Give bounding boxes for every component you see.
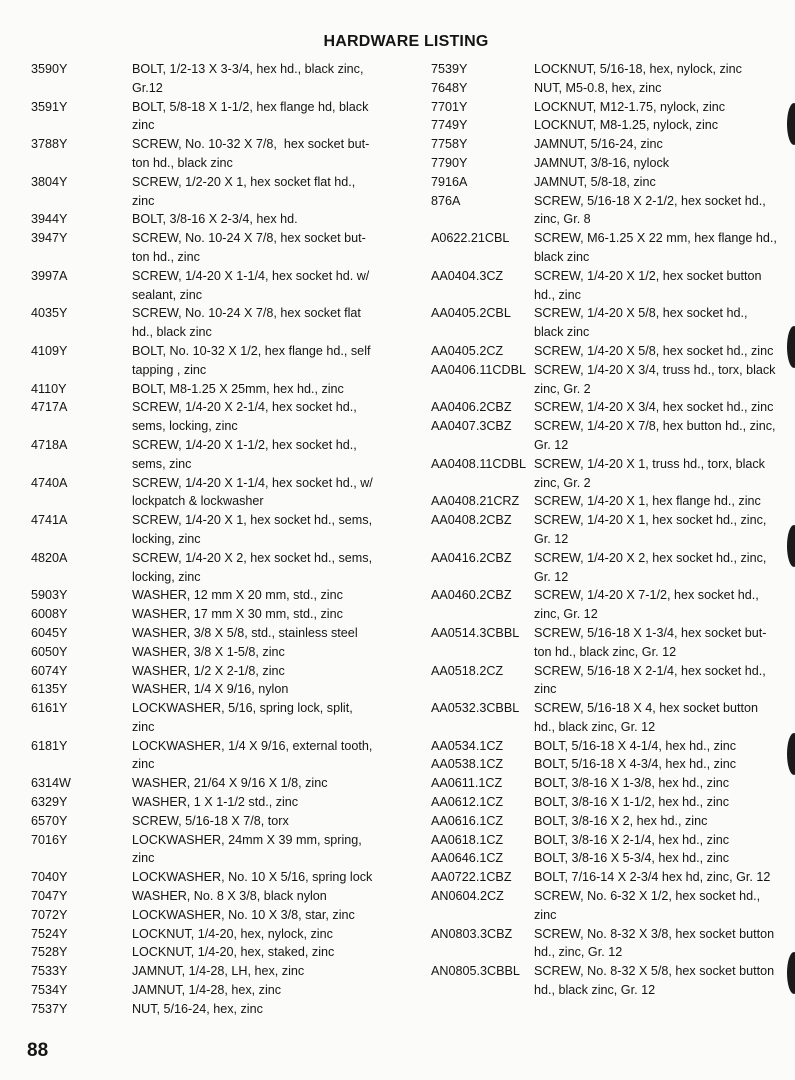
hardware-entry <box>431 755 781 774</box>
part-description: SCREW, 1/4-20 X 1-1/4, hex socket hd. w/ sealant, zinc <box>132 268 370 302</box>
part-description: BOLT, 3/8-16 X 2-3/4, hex hd. <box>132 212 298 227</box>
part-number: 3590Y <box>31 62 68 76</box>
part-number: 7072Y <box>31 907 68 922</box>
part-description: BOLT, 5/16-18 X 4-1/4, hex hd., zinc <box>534 738 737 753</box>
hardware-entry <box>431 887 781 925</box>
part-number: 4109Y <box>31 343 68 358</box>
part-description: JAMNUT, 5/16-24, zinc <box>534 137 663 152</box>
part-description: WASHER, 17 mm X 30 mm, std., zinc <box>132 607 343 622</box>
hardware-entry <box>431 304 781 342</box>
part-description: SCREW, 5/16-18 X 2-1/2, hex socket hd., zinc, Gr. 8 <box>534 193 766 227</box>
part-description: SCREW, 1/4-20 X 1-1/4, hex socket hd., w/ lockpatch & lockwasher <box>132 475 373 509</box>
part-description: NUT, 5/16-24, hex, zinc <box>132 1001 263 1016</box>
part-number: 7047Y <box>31 889 68 904</box>
part-number: 7648Y <box>431 80 468 95</box>
hardware-entry <box>431 868 781 887</box>
part-description: SCREW, 1/4-20 X 3/4, hex socket hd., zinc <box>534 400 774 415</box>
part-description: WASHER, 3/8 X 5/8, std., stainless steel <box>132 625 358 640</box>
part-description: SCREW, 5/16-18 X 7/8, torx <box>132 813 289 828</box>
hardware-entry <box>431 455 781 493</box>
part-number: 6161Y <box>31 701 68 716</box>
hardware-entry <box>31 793 396 812</box>
hardware-entry <box>431 511 781 549</box>
part-number: 6050Y <box>31 644 68 659</box>
part-description: SCREW, 1/4-20 X 1/2, hex socket button hd., zinc <box>534 268 762 302</box>
hardware-entry <box>31 943 396 962</box>
hardware-entry <box>31 511 396 549</box>
part-description: JAMNUT, 1/4-28, hex, zinc <box>132 983 282 998</box>
hardware-entry <box>431 662 781 700</box>
part-description: WASHER, 1/4 X 9/16, nylon <box>132 682 289 697</box>
part-number: 7916A <box>431 174 468 189</box>
part-number: 3997A <box>31 268 68 283</box>
hardware-entry <box>31 624 396 643</box>
part-number: AA0532.3CBBL <box>431 701 520 716</box>
part-description: SCREW, 5/16-18 X 4, hex socket button hd., black zinc, Gr. 12 <box>534 701 759 734</box>
binder-hole <box>787 525 795 567</box>
hardware-entry <box>431 60 781 79</box>
part-number: AA0538.1CZ <box>431 757 504 772</box>
hardware-entry <box>31 643 396 662</box>
hardware-entry <box>31 267 396 305</box>
part-number: 4110Y <box>31 381 67 396</box>
hardware-entry <box>431 812 781 831</box>
hardware-entry <box>31 229 396 267</box>
part-description: BOLT, 3/8-16 X 1-3/8, hex hd., zinc <box>534 776 730 791</box>
part-description: SCREW, 1/4-20 X 2, hex socket hd., sems, locking, zinc <box>132 550 373 584</box>
part-number: 4741A <box>31 513 68 528</box>
part-description: LOCKWASHER, No. 10 X 3/8, star, zinc <box>132 907 355 922</box>
part-description: SCREW, 1/4-20 X 1, hex socket hd., zinc, Gr. 12 <box>534 513 767 546</box>
part-description: WASHER, 1 X 1-1/2 std., zinc <box>132 795 299 810</box>
part-description: JAMNUT, 3/8-16, nylock <box>534 155 670 170</box>
hardware-entry <box>431 831 781 850</box>
part-description: LOCKNUT, 1/4-20, hex, staked, zinc <box>132 945 335 960</box>
hardware-entry <box>431 154 781 173</box>
part-number: AA0518.2CZ <box>431 663 504 678</box>
part-number: 7534Y <box>31 983 68 998</box>
part-description: BOLT, 1/2-13 X 3-3/4, hex hd., black zinc, Gr.12 <box>132 62 364 95</box>
part-number: 7537Y <box>31 1001 68 1016</box>
hardware-entry <box>31 662 396 681</box>
hardware-entry <box>431 192 781 230</box>
part-number: AA0405.2CBL <box>431 306 511 321</box>
hardware-entry <box>431 624 781 662</box>
part-description: SCREW, No. 8-32 X 3/8, hex socket button hd., zinc, Gr. 12 <box>534 926 775 960</box>
hardware-entry <box>31 925 396 944</box>
hardware-entry <box>431 849 781 868</box>
part-number: AA0514.3CBBL <box>431 625 520 640</box>
part-description: SCREW, 1/4-20 X 7/8, hex button hd., zinc, Gr. 12 <box>534 419 776 452</box>
part-description: SCREW, No. 10-24 X 7/8, hex socket but- ton hd., zinc <box>132 231 366 264</box>
part-number: AA0404.3CZ <box>431 268 504 283</box>
hardware-entry <box>431 229 781 267</box>
part-number: 6008Y <box>31 607 68 622</box>
hardware-list-left-column <box>31 60 396 1019</box>
binder-hole <box>787 952 795 994</box>
part-description: BOLT, 5/16-18 X 4-3/4, hex hd., zinc <box>534 757 737 772</box>
part-description: WASHER, 3/8 X 1-5/8, zinc <box>132 644 285 659</box>
part-number: AN0805.3CBBL <box>431 964 520 979</box>
hardware-entry <box>431 699 781 737</box>
hardware-entry <box>31 549 396 587</box>
part-description: BOLT, No. 10-32 X 1/2, hex flange hd., self tapping , zinc <box>132 343 371 377</box>
hardware-entry <box>31 474 396 512</box>
hardware-entry <box>31 887 396 906</box>
part-number: AA0618.1CZ <box>431 832 504 847</box>
part-description: LOCKNUT, M12-1.75, nylock, zinc <box>534 99 726 114</box>
part-description: SCREW, 1/4-20 X 1, hex socket hd., sems, locking, zinc <box>132 513 373 546</box>
part-description: SCREW, 1/4-20 X 1, truss hd., torx, black zinc, Gr. 2 <box>534 456 765 490</box>
hardware-entry <box>31 135 396 173</box>
part-number: 6329Y <box>31 795 68 810</box>
part-number: AA0406.11CDBL <box>431 362 526 377</box>
part-number: AA0408.21CRZ <box>431 494 520 509</box>
part-number: AA0646.1CZ <box>431 851 504 866</box>
part-number: AA0407.3CBZ <box>431 419 512 434</box>
hardware-entry <box>31 831 396 869</box>
hardware-entry <box>31 812 396 831</box>
hardware-entry <box>31 60 396 98</box>
hardware-entry <box>431 267 781 305</box>
part-description: LOCKNUT, 1/4-20, hex, nylock, zinc <box>132 926 333 941</box>
hardware-entry <box>431 925 781 963</box>
part-description: NUT, M5-0.8, hex, zinc <box>534 80 662 95</box>
part-description: SCREW, 5/16-18 X 1-3/4, hex socket but- ton hd., black zinc, Gr. 12 <box>534 625 767 659</box>
part-number: AA0406.2CBZ <box>431 400 512 415</box>
part-number: A0622.21CBL <box>431 231 510 246</box>
hardware-entry <box>31 342 396 380</box>
part-number: 7790Y <box>431 155 468 170</box>
part-number: 7749Y <box>431 118 468 133</box>
part-description: LOCKNUT, M8-1.25, nylock, zinc <box>534 118 719 133</box>
hardware-entry <box>431 135 781 154</box>
part-number: 3947Y <box>31 231 68 246</box>
part-description: BOLT, 3/8-16 X 5-3/4, hex hd., zinc <box>534 851 730 866</box>
part-description: SCREW, 5/16-18 X 2-1/4, hex socket hd., zinc <box>534 663 766 697</box>
part-description: SCREW, M6-1.25 X 22 mm, hex flange hd., black zinc <box>534 231 777 264</box>
hardware-entry <box>31 699 396 737</box>
part-description: SCREW, No. 8-32 X 5/8, hex socket button hd., black zinc, Gr. 12 <box>534 964 775 998</box>
part-description: JAMNUT, 5/8-18, zinc <box>534 174 656 189</box>
part-description: SCREW, 1/4-20 X 5/8, hex socket hd., black zinc <box>534 306 748 340</box>
hardware-entry <box>431 737 781 756</box>
part-description: SCREW, 1/4-20 X 1-1/2, hex socket hd., sems, zinc <box>132 437 357 471</box>
hardware-entry <box>31 868 396 887</box>
part-description: LOCKWASHER, 1/4 X 9/16, external tooth, zinc <box>132 738 373 772</box>
part-description: SCREW, 1/4-20 X 3/4, truss hd., torx, black zinc, Gr. 2 <box>534 362 776 396</box>
part-number: 7016Y <box>31 832 68 847</box>
part-number: 7040Y <box>31 870 68 885</box>
hardware-entry <box>431 492 781 511</box>
binder-hole <box>787 103 795 145</box>
binder-hole <box>787 733 795 775</box>
part-description: BOLT, 3/8-16 X 1-1/2, hex hd., zinc <box>534 795 730 810</box>
part-number: 7533Y <box>31 964 68 979</box>
hardware-entry <box>431 417 781 455</box>
part-number: 3788Y <box>31 137 68 152</box>
part-description: SCREW, 1/4-20 X 7-1/2, hex socket hd., zinc, Gr. 12 <box>534 588 759 622</box>
part-description: JAMNUT, 1/4-28, LH, hex, zinc <box>132 964 305 979</box>
part-description: WASHER, 12 mm X 20 mm, std., zinc <box>132 588 343 603</box>
hardware-entry <box>431 398 781 417</box>
part-number: 7539Y <box>431 62 468 76</box>
part-number: AA0616.1CZ <box>431 813 504 828</box>
part-description: LOCKWASHER, No. 10 X 5/16, spring lock <box>132 870 373 885</box>
hardware-entry <box>31 605 396 624</box>
part-description: LOCKWASHER, 5/16, spring lock, split, zinc <box>132 701 353 734</box>
part-number: AA0405.2CZ <box>431 343 504 358</box>
part-number: 6045Y <box>31 625 68 640</box>
hardware-entry <box>431 774 781 793</box>
part-description: LOCKNUT, 5/16-18, hex, nylock, zinc <box>534 62 742 76</box>
hardware-entry <box>31 680 396 699</box>
part-number: 5903Y <box>31 588 68 603</box>
part-number: 7701Y <box>431 99 468 114</box>
hardware-entry <box>431 98 781 117</box>
binder-hole <box>787 326 795 368</box>
hardware-entry <box>431 342 781 361</box>
part-number: AN0803.3CBZ <box>431 926 513 941</box>
part-number: 3804Y <box>31 174 68 189</box>
hardware-entry <box>31 1000 396 1019</box>
part-number: AA0416.2CBZ <box>431 550 512 565</box>
hardware-entry <box>31 906 396 925</box>
part-number: 7528Y <box>31 945 68 960</box>
part-description: BOLT, 3/8-16 X 2, hex hd., zinc <box>534 813 708 828</box>
part-number: AA0460.2CBZ <box>431 588 512 603</box>
hardware-entry <box>31 737 396 775</box>
page-title: HARDWARE LISTING <box>323 33 489 50</box>
part-description: SCREW, 1/4-20 X 5/8, hex socket hd., zinc <box>534 343 774 358</box>
page-number: 88 <box>27 1040 49 1061</box>
hardware-entry <box>31 173 396 211</box>
hardware-entry <box>31 436 396 474</box>
part-number: 4717A <box>31 400 68 415</box>
part-number: AA0722.1CBZ <box>431 870 512 885</box>
hardware-entry <box>431 549 781 587</box>
part-description: BOLT, 7/16-14 X 2-3/4 hex hd, zinc, Gr. 12 <box>534 870 771 885</box>
hardware-entry <box>431 793 781 812</box>
part-description: BOLT, M8-1.25 X 25mm, hex hd., zinc <box>132 381 344 396</box>
part-description: LOCKWASHER, 24mm X 39 mm, spring, zinc <box>132 832 362 866</box>
part-number: 7758Y <box>431 137 468 152</box>
part-number: 6181Y <box>31 738 68 753</box>
part-description: SCREW, No. 6-32 X 1/2, hex socket hd., zinc <box>534 889 761 922</box>
part-number: AA0612.1CZ <box>431 795 504 810</box>
part-description: SCREW, 1/4-20 X 2, hex socket hd., zinc, Gr. 12 <box>534 550 767 584</box>
part-description: BOLT, 5/8-18 X 1-1/2, hex flange hd, black zinc <box>132 99 369 133</box>
hardware-entry <box>31 98 396 136</box>
part-number: AA0408.11CDBL <box>431 456 526 471</box>
part-number: AA0611.1CZ <box>431 776 503 791</box>
hardware-entry <box>31 210 396 229</box>
part-number: AA0534.1CZ <box>431 738 504 753</box>
hardware-entry <box>431 586 781 624</box>
part-number: 6135Y <box>31 682 68 697</box>
part-description: SCREW, No. 10-32 X 7/8, hex socket but- ton hd., black zinc <box>132 137 370 170</box>
hardware-entry <box>31 398 396 436</box>
hardware-entry <box>31 962 396 981</box>
part-description: WASHER, 1/2 X 2-1/8, zinc <box>132 663 285 678</box>
part-number: 6570Y <box>31 813 68 828</box>
hardware-list-right-column <box>431 60 781 1000</box>
part-description: SCREW, 1/4-20 X 2-1/4, hex socket hd., sems, locking, zinc <box>132 400 357 434</box>
part-description: WASHER, No. 8 X 3/8, black nylon <box>132 889 327 904</box>
part-number: 3591Y <box>31 99 68 114</box>
part-number: AN0604.2CZ <box>431 889 504 904</box>
hardware-entry <box>431 962 781 1000</box>
hardware-entry <box>431 116 781 135</box>
part-number: 4035Y <box>31 306 68 321</box>
part-number: AA0408.2CBZ <box>431 513 512 528</box>
hardware-entry <box>31 981 396 1000</box>
hardware-entry <box>431 361 781 399</box>
hardware-entry <box>431 79 781 98</box>
part-number: 4718A <box>31 437 68 452</box>
part-number: 6074Y <box>31 663 68 678</box>
part-number: 876A <box>431 193 461 208</box>
part-description: WASHER, 21/64 X 9/16 X 1/8, zinc <box>132 776 328 791</box>
part-number: 4820A <box>31 550 68 565</box>
hardware-entry <box>31 774 396 793</box>
hardware-entry <box>31 380 396 399</box>
part-description: SCREW, 1/2-20 X 1, hex socket flat hd., zinc <box>132 174 356 208</box>
part-number: 4740A <box>31 475 68 490</box>
hardware-entry <box>431 173 781 192</box>
hardware-entry <box>31 304 396 342</box>
hardware-entry <box>31 586 396 605</box>
part-description: SCREW, No. 10-24 X 7/8, hex socket flat hd., black zinc <box>132 306 361 340</box>
part-description: SCREW, 1/4-20 X 1, hex flange hd., zinc <box>534 494 761 509</box>
part-description: BOLT, 3/8-16 X 2-1/4, hex hd., zinc <box>534 832 730 847</box>
part-number: 7524Y <box>31 926 68 941</box>
part-number: 3944Y <box>31 212 68 227</box>
part-number: 6314W <box>31 776 71 791</box>
